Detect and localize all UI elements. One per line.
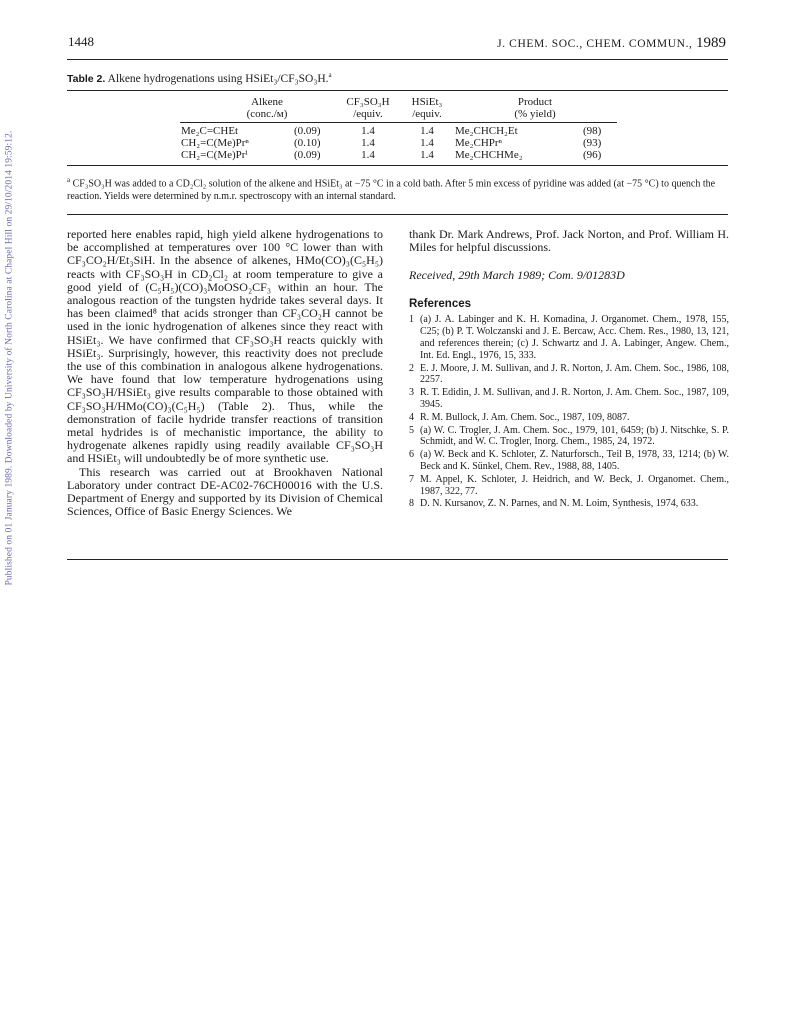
acknowledgement-text: thank Dr. Mark Andrews, Prof. Jack Norton, and Prof. William H. Miles for helpful discussions. [409,227,729,255]
table-header-rule [180,122,617,123]
reference-number: 3 [409,387,414,399]
table-row-1-silane: 1.4 [420,125,434,137]
header-product-yield: (% yield) [514,108,556,120]
header-rule [67,59,728,60]
table-row-2-product: Me₂CHPrⁿ [455,137,503,149]
reference-text: (a) W. C. Trogler, J. Am. Chem. Soc., 1979, 101, 6459; (b) J. Nitschke, S. P. Schmidt, and W. C. Trogler, Inorg. Chem., 1985, 24, 1972. [420,424,729,448]
reference-item [409,363,729,387]
table-caption-mark: a [328,71,332,79]
reference-item [409,449,729,473]
table-footnote [67,174,728,203]
table-caption [67,71,332,85]
table-row-3-conc: (0.09) [294,149,321,161]
table-top-rule [67,90,728,91]
header-acid-equiv: /equiv. [353,108,383,120]
table-row-1-conc: (0.09) [294,125,321,137]
download-watermark: Published on 01 January 1989. Downloaded by University of North Carolina at Chapel Hill on 29/10/2014 19:59:12. [4,130,15,585]
header-alkene: Alkene [251,96,283,108]
table-row-2-conc: (0.10) [294,137,321,149]
body-paragraph-2: This research was carried out at Brookhaven National Laboratory under contract DE-AC02-76CH00016 with the U.S. Department of Energy and supported by its Division of Chemical Sciences, Office of Basic Energy Sciences. We [67,464,383,519]
references-list [409,314,729,510]
header-silane-equiv: /equiv. [412,108,442,120]
reference-text: M. Appel, K. Schloter, J. Heidrich, and W. Beck, J. Organomet. Chem., 1987, 322, 77. [420,473,729,497]
reference-item [409,314,729,361]
reference-text: R. T. Edidin, J. M. Sullivan, and J. R. Norton, J. Am. Chem. Soc., 1987, 109, 3945. [420,387,729,410]
table-footnote-mark: a [67,176,71,184]
page-number: 1448 [68,34,94,49]
header-acid: CF₃SO₃H [346,96,390,108]
reference-number: 6 [409,449,414,461]
table-row-3-acid: 1.4 [361,149,375,161]
reference-number: 1 [409,314,414,326]
reference-text: (a) W. Beck and K. Schloter, Z. Naturforsch., Teil B, 1978, 33, 1214; (b) W. Beck and K. Sünkel, Chem. Rev., 1988, 88, 1405. [420,449,729,472]
table-row-3-product: Me₂CHCHMe₂ [455,149,523,161]
received-date: Received, 29th March 1989; Com. 9/01283D [409,268,625,283]
table-row-2-silane: 1.4 [420,137,434,149]
table-row-2-acid: 1.4 [361,137,375,149]
reference-item [409,425,729,449]
table-row-3-yield: (96) [583,149,602,161]
reference-item [409,474,729,498]
reference-number: 7 [409,473,414,485]
reference-item [409,412,729,424]
reference-item [409,387,729,411]
table-caption-text: Alkene hydrogenations using HSiEt₃/CF₃SO₃H. [107,72,329,85]
table-bottom-rule [67,165,728,166]
table-row-1-product: Me₂CHCH₂Et [455,125,518,137]
reference-number: 2 [409,362,414,374]
table-label: Table 2. [67,72,106,85]
header-silane: HSiEt₃ [411,96,443,108]
reference-number: 8 [409,498,414,510]
table-row-3-alkene: CH₂=C(Me)Prⁱ [181,149,248,161]
reference-number: 4 [409,411,414,423]
reference-text: (a) J. A. Labinger and K. H. Komadina, J. Organomet. Chem., 1978, 155, C25; (b) P. T. Wolczanski and J. E. Bercaw, Acc. Chem. Res., 1980, 13, 121, and references therein; (c) J. Schwartz and J. A. Labinger, Angew. Chem., Int. Ed. Engl., 1976, 15, 333. [420,314,729,361]
header-alkene-conc: (conc./м) [246,108,288,120]
table-footnote-text: CF₃SO₃H was added to a CD₂Cl₂ solution of the alkene and HSiEt₃ at −75 °C in a cold bath. After 5 min excess of pyridine was added (at −75 °C) to quench the reaction. Yields were determined by n.m.r. spectroscopy with an internal standard. [67,178,716,203]
reference-number: 5 [409,424,414,436]
header-product: Product [517,96,553,108]
running-head [497,35,726,52]
table-row-2-alkene: CH₂=C(Me)Prⁿ [181,137,249,149]
table-row-3-silane: 1.4 [420,149,434,161]
section-rule [67,214,728,215]
body-left-column [67,228,383,518]
reference-text: E. J. Moore, J. M. Sullivan, and J. R. Norton, J. Am. Chem. Soc., 1986, 108, 2257. [420,362,729,386]
journal-name: J. CHEM. SOC., CHEM. COMMUN., [497,38,693,50]
table-row-1-acid: 1.4 [361,125,375,137]
footer-rule [67,559,728,560]
reference-item [409,498,729,510]
references-heading: References [409,298,472,311]
body-right-column [409,228,729,511]
reference-text: R. M. Bullock, J. Am. Chem. Soc., 1987, 109, 8087. [420,411,630,423]
body-paragraph-1: reported here enables rapid, high yield alkene hydrogenations to be accomplished at temperatures over 100 °C lower than with CF₃CO₂H/Et₃SiH. In the absence of alkenes, HMo(CO)₃(C₅H₅) reacts with CF₃SO₃H in CD₂Cl₂ at room temperature to give a good yield of (C₅H₅)(CO)₃MoOSO₂CF₃ within an hour. The analogous reaction of the tungsten hydride takes several days. It has been claimed⁸ that acids stronger than CF₃CO₂H cannot be used in the ionic hydrogenation of alkenes since they react with HSiEt₃. We have confirmed that CF₃SO₃H reacts quickly with HSiEt₃. Surprisingly, however, this reactivity does not preclude the use of this combination in analogous alkene hydrogenations. We have found that low temperature hydrogenations using CF₃SO₃H/HSiEt₃ give results comparable to those obtained with CF₃SO₃H/HMo(CO)₃(C₅H₅) (Table 2). Thus, while the demonstration of facile hydride transfer reactions of transition metal hydrides is of mechanistic importance, the ability to hydrogenate alkenes rapidly using readily available CF₃SO₃H and HSiEt₃ will undoubtedly be of more synthetic use. [67,227,383,466]
table-row-2-yield: (93) [583,137,602,149]
table-row-1-alkene: Me₂C=CHEt [181,125,239,137]
journal-year: 1989 [696,35,726,51]
reference-text: D. N. Kursanov, Z. N. Parnes, and N. M. Loim, Synthesis, 1974, 633. [420,498,699,510]
table-row-1-yield: (98) [583,125,602,137]
